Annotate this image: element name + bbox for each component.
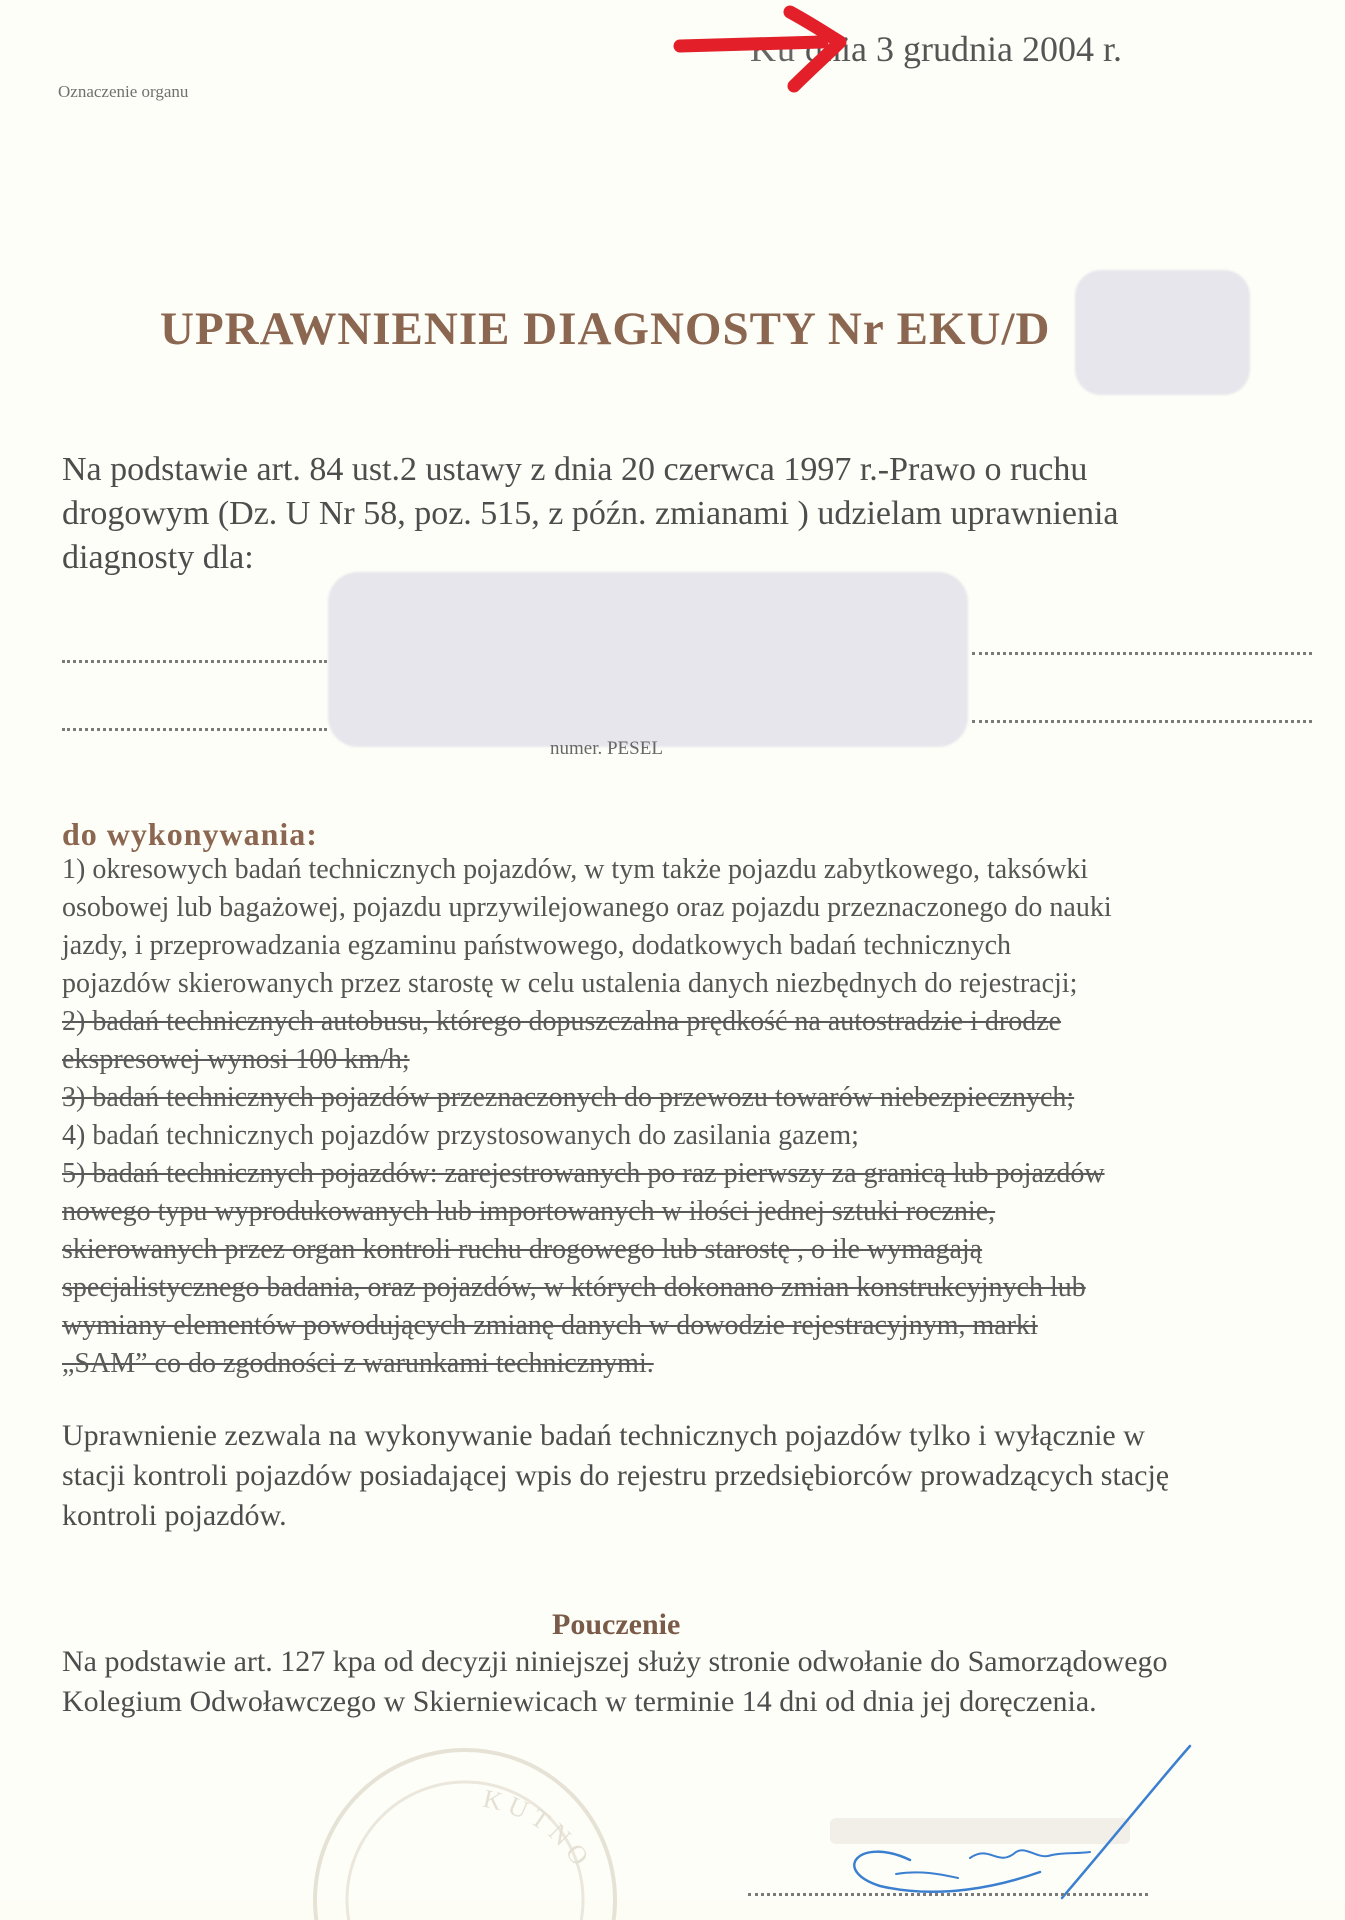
notice-paragraph xyxy=(62,1642,1312,1722)
permission-line: Uprawnienie zezwala na wykonywanie badań technicznych pojazdów tylko i wyłącznie w xyxy=(62,1419,1145,1452)
date-text: dnia 3 grudnia 2004 r. xyxy=(805,29,1122,69)
scope-line: 1) okresowych badań technicznych pojazdów, w tym także pojazdu zabytkowego, taksówki xyxy=(62,854,1089,885)
scope-line: pojazdów skierowanych przez starostę w celu ustalenia danych niezbędnych do rejestracji; xyxy=(62,968,1078,999)
redacted-recipient xyxy=(328,572,968,747)
red-arrow-icon xyxy=(672,2,862,102)
organ-label: Oznaczenie organu xyxy=(58,82,189,101)
scope-line-struck: „SAM” co do zgodności z warunkami technicznymi. xyxy=(62,1348,654,1379)
scope-line: jazdy, i przeprowadzania egzaminu państwowego, dodatkowych badań technicznych xyxy=(62,930,1012,961)
intro-paragraph xyxy=(62,448,1282,580)
scope-line-struck: 2) badań technicznych autobusu, którego dopuszczalna prędkość na autostradzie i drodze xyxy=(62,1006,1062,1037)
permission-line: stacji kontroli pojazdów posiadającej wpis do rejestru przedsiębiorców prowadzących stację xyxy=(62,1459,1170,1492)
scope-line: 4) badań technicznych pojazdów przystosowanych do zasilania gazem; xyxy=(62,1120,859,1151)
scope-list xyxy=(62,851,1312,1383)
scope-line-struck: skierowanych przez organ kontroli ruchu drogowego lub starostę , o ile wymagają xyxy=(62,1234,983,1265)
intro-line: drogowym (Dz. U Nr 58, poz. 515, z późn. zmianami ) udzielam uprawnienia xyxy=(62,495,1119,532)
date-place-prefix: Ku xyxy=(750,29,796,69)
intro-line: Na podstawie art. 84 ust.2 ustawy z dnia 20 czerwca 1997 r.-Prawo o ruchu xyxy=(62,451,1088,488)
signature-dotted-line xyxy=(748,1893,1148,1896)
pesel-dotted-line xyxy=(972,720,1312,723)
intro-line: diagnosty dla: xyxy=(62,539,254,576)
scope-line-struck: nowego typu wyprodukowanych lub importowanych w ilości jednej sztuki rocznie, xyxy=(62,1196,996,1227)
permission-paragraph xyxy=(62,1416,1312,1536)
notice-line: Na podstawie art. 127 kpa od decyzji niniejszej służy stronie odwołanie do Samorządowego xyxy=(62,1645,1168,1678)
name-dotted-line xyxy=(62,660,327,663)
notice-line: Kolegium Odwoławczego w Skierniewicach w terminie 14 dni od dnia jej doręczenia. xyxy=(62,1685,1097,1718)
scope-line-struck: wymiany elementów powodujących zmianę danych w dowodzie rejestracyjnym, marki xyxy=(62,1310,1038,1341)
scope-line-struck: specjalistycznego badania, oraz pojazdów, w których dokonano zmian konstrukcyjnych lub xyxy=(62,1272,1086,1303)
scope-heading: do wykonywania: xyxy=(62,816,318,852)
notice-heading: Pouczenie xyxy=(552,1608,681,1641)
scope-line-struck: 3) badań technicznych pojazdów przeznaczonych do przewozu towarów niebezpiecznych; xyxy=(62,1082,1075,1113)
redacted-number xyxy=(1075,270,1250,395)
stamp-text: KUTNO xyxy=(480,1783,598,1876)
official-stamp xyxy=(300,1700,620,1920)
pesel-dotted-line xyxy=(62,728,327,731)
permission-line: kontroli pojazdów. xyxy=(62,1499,287,1532)
scope-line-struck: 5) badań technicznych pojazdów: zarejestrowanych po raz pierwszy za granicą lub pojazdów xyxy=(62,1158,1105,1189)
signature xyxy=(800,1740,1220,1901)
document-title: UPRAWNIENIE DIAGNOSTY Nr EKU/D xyxy=(160,303,1051,355)
svg-text:KUTNO xyxy=(480,1784,597,1876)
scope-line: osobowej lub bagażowej, pojazdu uprzywilejowanego oraz pojazdu przeznaczonego do nauki xyxy=(62,892,1112,923)
name-dotted-line xyxy=(972,652,1312,655)
pesel-label: numer. PESEL xyxy=(550,738,663,759)
scope-line-struck: ekspresowej wynosi 100 km/h; xyxy=(62,1044,410,1075)
